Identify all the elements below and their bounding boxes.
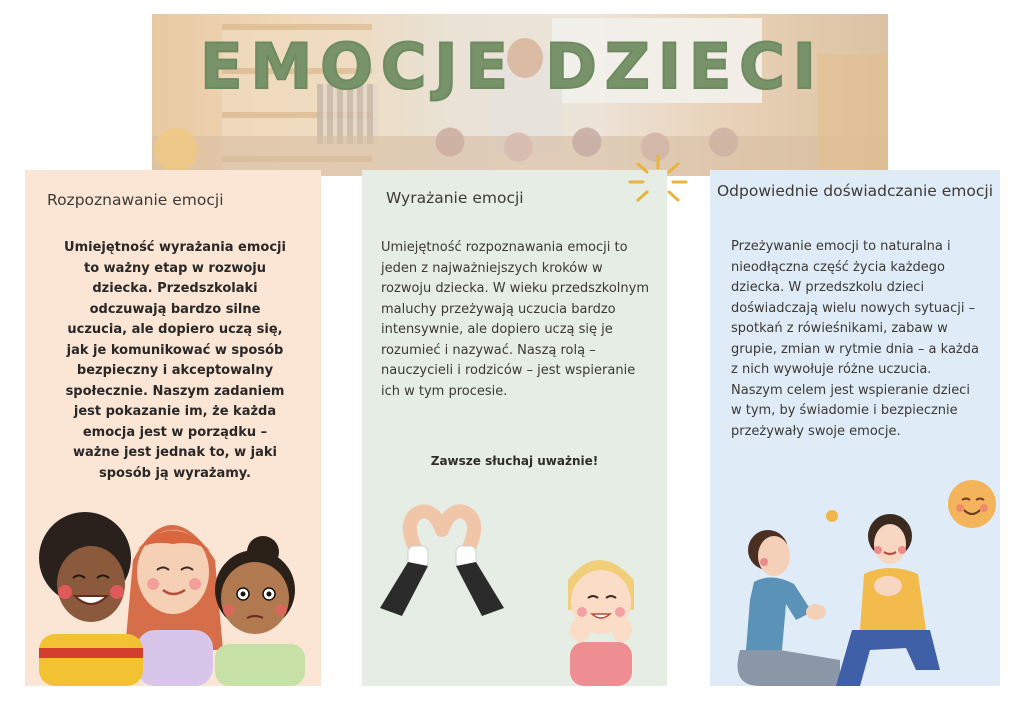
page-title: EMOCJE DZIECI	[200, 30, 824, 103]
column-recognizing-emotions	[25, 170, 321, 686]
heart-hands-illustration	[372, 500, 512, 620]
smiley-decoration	[154, 128, 198, 172]
column-text: Przeżywanie emocji to naturalna i nieodłączna część życia każdego dziecka. W przedszkolu dzieci doświadczają wielu nowych sytuacji – spotkań z rówieśnikami, zabaw w grupie, zmian w rytmie dnia – a każda z nich wywołuje różne uczucia. Naszym celem jest wspieranie dzieci w tym, by świadomie i bezpiecznie przeżywały swoje emocje.	[731, 239, 979, 439]
smiling-girl-illustration	[558, 550, 644, 686]
column-title: Odpowiednie doświadczanie emocji	[716, 182, 994, 200]
column-title: Rozpoznawanie emocji	[47, 191, 224, 209]
column-text: Umiejętność rozpoznawania emocji to jeden z najważniejszych kroków w rozwoju dziecka. W wieku przedszkolnym maluchy przeżywają uczucia bardzo intensywnie, ale dopiero uczą się je rozumieć i nazywać. Naszą rolą – nauczycieli i rodziców – jest wspieranie ich w tym procesie.	[381, 240, 649, 399]
three-children-illustration	[25, 500, 321, 686]
sun-rays-icon	[628, 152, 688, 208]
tip-text: Zawsze słuchaj uważnie!	[430, 454, 599, 468]
column-experiencing-emotions	[710, 170, 1000, 686]
column-text: Umiejętność wyrażania emocji to ważny etap w rozwoju dziecka. Przedszkolaki odczuwają bardzo silne uczucia, ale dopiero uczą się, jak je komunikować w sposób bezpieczny i akceptowalny społecznie. Naszym zadaniem jest pokazanie im, że każda emocja jest w porządku – ważne jest jednak to, w jaki sposób ją wyrażamy.	[64, 240, 286, 481]
children-group	[412, 122, 792, 172]
column-expressing-emotions	[362, 170, 667, 686]
two-women-talking-illustration	[720, 500, 990, 686]
column-title: Wyrażanie emocji	[386, 189, 524, 207]
